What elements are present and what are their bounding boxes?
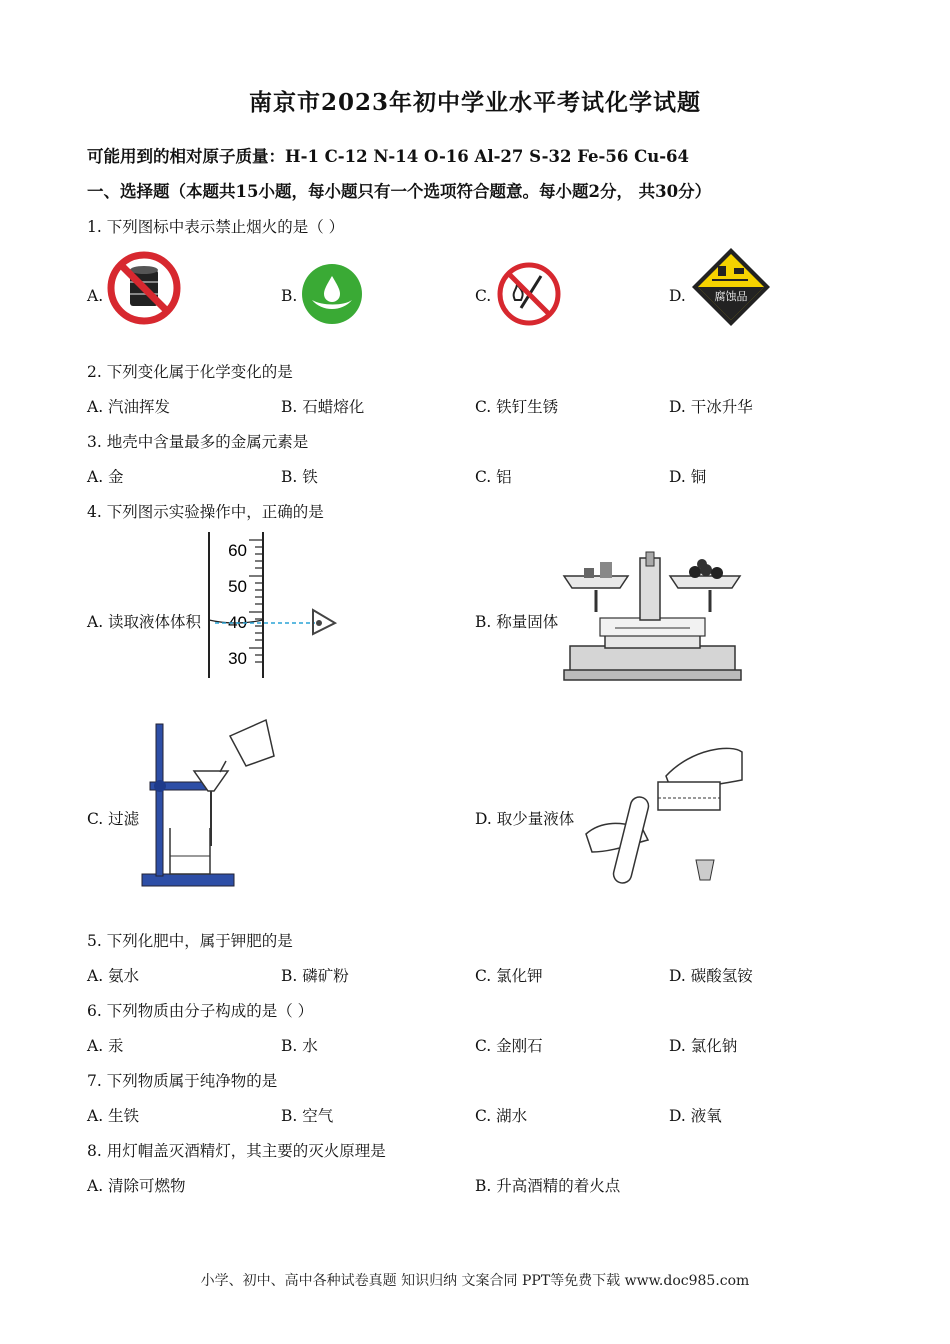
q6-option-c: C. 金刚石: [475, 1037, 543, 1055]
page-footer: 小学、初中、高中各种试卷真题 知识归纳 文案合同 PPT等免费下载 www.doc985.com: [200, 1273, 750, 1289]
atomic-masses: 可能用到的相对原子质量：H-1 C-12 N-14 O-16 Al-27 S-32 Fe-56 Cu-64: [87, 147, 690, 166]
q5-option-b: B. 磷矿粉: [281, 967, 349, 985]
q5-option-d: D. 碳酸氢铵: [669, 967, 753, 985]
cylinder-tick-60: 60: [228, 541, 247, 560]
question-7-stem: 7. 下列物质属于纯净物的是: [87, 1072, 278, 1090]
q2-option-d: D. 干冰升华: [669, 398, 753, 416]
q6-option-b: B. 水: [281, 1037, 318, 1055]
q2-option-b: B. 石蜡熔化: [281, 398, 365, 416]
filtration-diagram: [138, 716, 280, 888]
q1-option-c-label: C.: [475, 287, 492, 305]
q1-option-b-label: B.: [281, 287, 298, 305]
corrosive-sign-text: 腐蚀品: [714, 291, 748, 303]
pipetting-liquid-diagram: [582, 740, 748, 890]
question-4-stem: 4. 下列图示实验操作中，正确的是: [87, 503, 324, 521]
q7-option-d: D. 液氧: [669, 1107, 722, 1125]
no-fire-icon: [495, 260, 563, 328]
q4-option-a: A. 读取液体体积: [87, 613, 202, 631]
question-2-stem: 2. 下列变化属于化学变化的是: [87, 363, 293, 381]
q6-option-d: D. 氯化钠: [669, 1037, 738, 1055]
q7-option-a: A. 生铁: [87, 1107, 140, 1125]
section-heading: 一、选择题（本题共15小题，每小题只有一个选项符合题意。每小题2分， 共30分）: [87, 182, 712, 201]
q7-option-b: B. 空气: [281, 1107, 334, 1125]
cylinder-tick-30: 30: [228, 649, 247, 668]
graduated-cylinder-diagram: [195, 530, 345, 682]
question-3-stem: 3. 地壳中含量最多的金属元素是: [87, 433, 309, 451]
water-saving-icon: [300, 262, 364, 326]
q8-option-b: B. 升高酒精的着火点: [475, 1177, 621, 1195]
q7-option-c: C. 湖水: [475, 1107, 528, 1125]
q2-option-c: C. 铁钉生锈: [475, 398, 559, 416]
no-oil-drum-icon: [106, 250, 184, 326]
page-title: 南京市2023年初中学业水平考试化学试题: [248, 89, 701, 116]
q4-option-b: B. 称量固体: [475, 613, 559, 631]
q1-option-a-label: A.: [87, 287, 104, 305]
q6-option-a: A. 汞: [87, 1037, 124, 1055]
q2-option-a: A. 汽油挥发: [87, 398, 171, 416]
q4-option-d: D. 取少量液体: [475, 810, 575, 828]
q4-option-c: C. 过滤: [87, 810, 140, 828]
cylinder-tick-50: 50: [228, 577, 247, 596]
q3-option-a: A. 金: [87, 468, 124, 486]
q5-option-a: A. 氨水: [87, 967, 140, 985]
q1-option-d-label: D.: [669, 287, 686, 305]
q3-option-c: C. 铝: [475, 468, 512, 486]
q8-option-a: A. 清除可燃物: [87, 1177, 186, 1195]
q3-option-d: D. 铜: [669, 468, 707, 486]
cylinder-tick-40: 40: [228, 613, 247, 632]
question-6-stem: 6. 下列物质由分子构成的是（ ）: [87, 1002, 314, 1020]
balance-scale-diagram: [560, 548, 745, 684]
q3-option-b: B. 铁: [281, 468, 318, 486]
corrosive-hazard-icon: [690, 246, 772, 328]
question-8-stem: 8. 用灯帽盖灭酒精灯，其主要的灭火原理是: [87, 1142, 386, 1160]
question-5-stem: 5. 下列化肥中，属于钾肥的是: [87, 932, 293, 950]
question-1-stem: 1. 下列图标中表示禁止烟火的是（ ）: [87, 218, 345, 236]
q5-option-c: C. 氯化钾: [475, 967, 543, 985]
